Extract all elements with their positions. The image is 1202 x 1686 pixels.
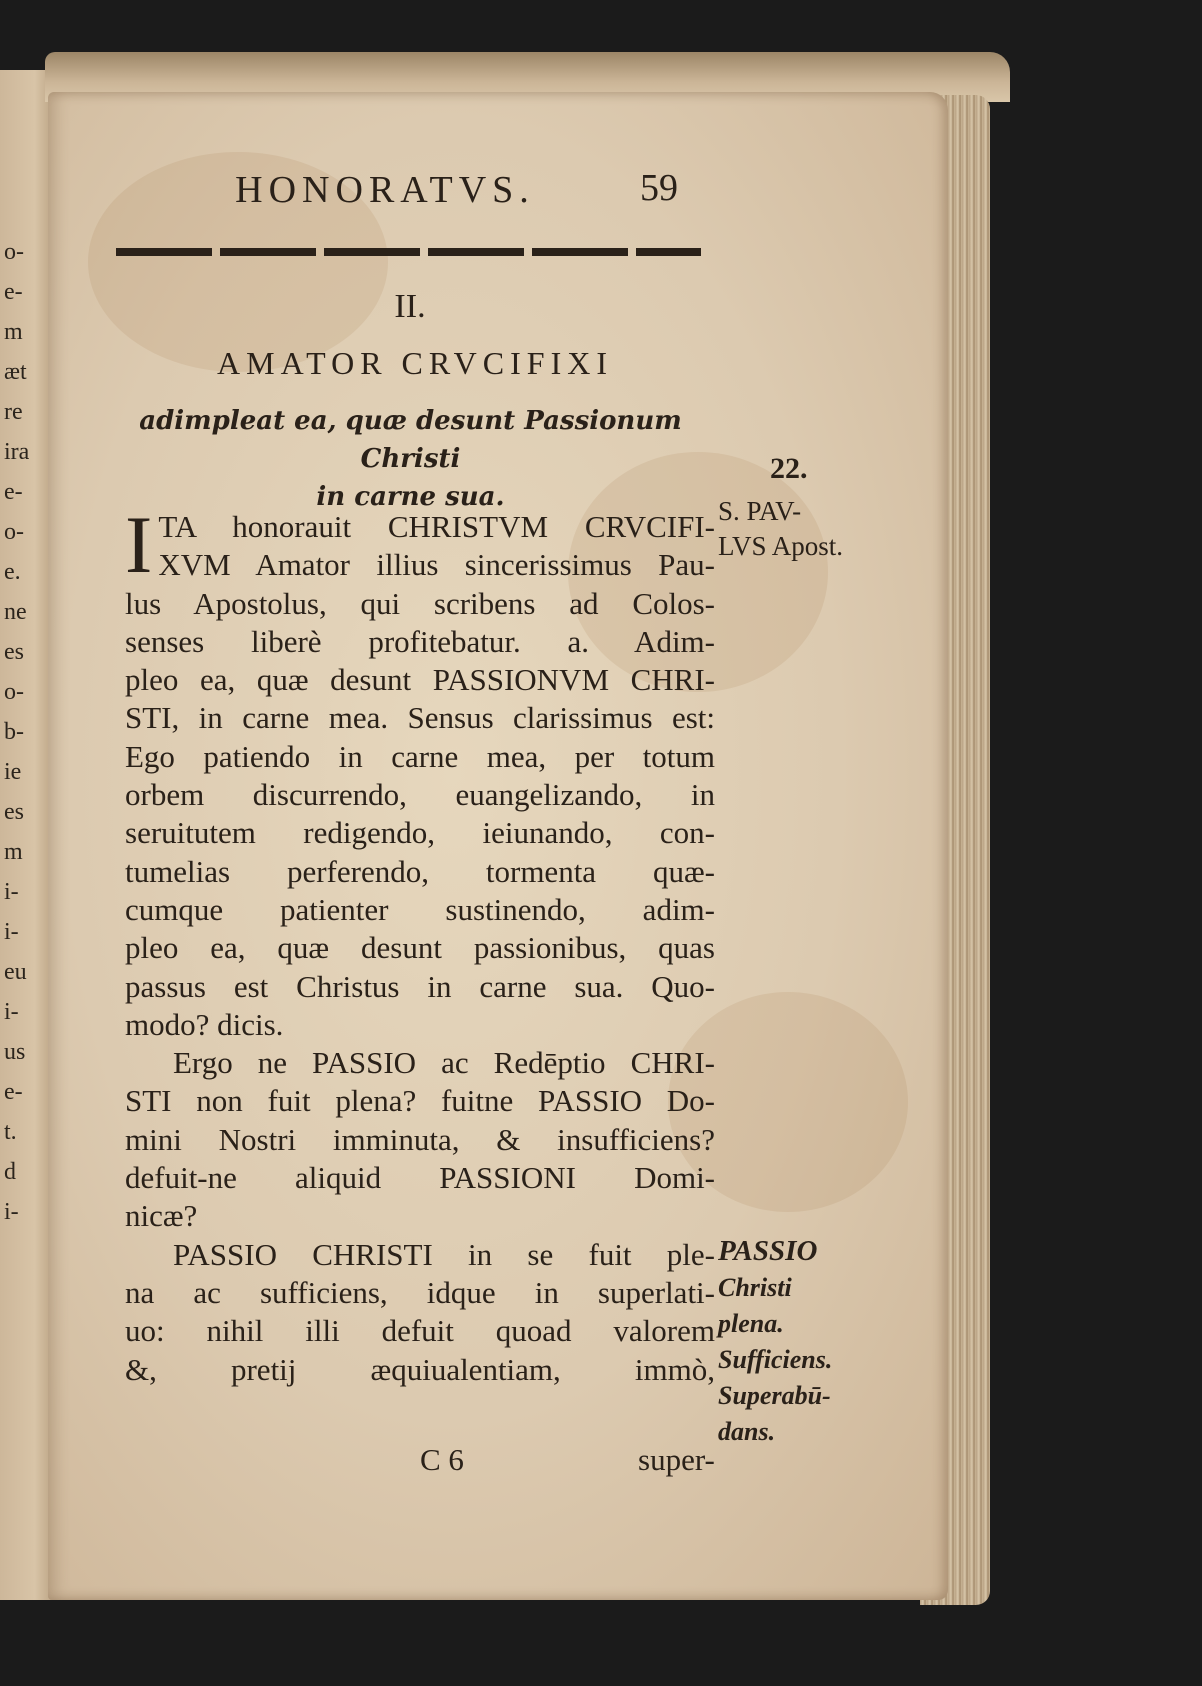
- text-line: tumelias perferendo, tormenta quæ-: [125, 853, 715, 889]
- left-page-fragment: m: [4, 319, 23, 345]
- text-line: pleo ea, quæ desunt passionibus, quas: [125, 930, 715, 966]
- left-page-fragment: o-: [4, 239, 24, 265]
- left-page-fragment: ira: [4, 439, 30, 465]
- side-note-line: S. PAV-: [718, 496, 802, 526]
- text-line: cumque patienter sustinendo, adim-: [125, 891, 715, 927]
- text-line: senses liberè profitebatur. a. Adim-: [125, 623, 715, 659]
- text-line: mini Nostri imminuta, & insufficiens?: [125, 1121, 715, 1157]
- paragraph-1: [125, 499, 715, 1044]
- left-page-fragment: i-: [4, 879, 19, 905]
- text-line: passus est Christus in carne sua. Quo-: [125, 968, 715, 1004]
- paragraph-2: [125, 1044, 715, 1235]
- left-page-fragment: e-: [4, 279, 23, 305]
- left-page-fragment: es: [4, 799, 24, 825]
- side-note-line: Christi: [718, 1273, 792, 1302]
- side-note-line: Superabū-: [718, 1381, 831, 1410]
- page-number: 59: [640, 167, 678, 209]
- side-note-line: LVS Apost.: [718, 531, 844, 561]
- text-line: PASSIO CHRISTI in se fuit ple-: [173, 1236, 715, 1272]
- text-line: seruitutem redigendo, ieiunando, con-: [125, 815, 715, 851]
- signature-mark: C 6: [420, 1442, 464, 1477]
- text-line: orbem discurrendo, euangelizando, in: [125, 777, 715, 813]
- left-page-fragment: t.: [4, 1119, 17, 1145]
- side-note-passio: [718, 1233, 832, 1450]
- text-line: &, pretij æquiualentiam, immò,: [125, 1351, 715, 1387]
- section-title: AMATOR CRVCIFIXI: [217, 345, 613, 381]
- section-number: II.: [394, 288, 426, 325]
- left-page-fragment: o-: [4, 679, 24, 705]
- text-line: Ego patiendo in carne mea, per totum: [125, 738, 715, 774]
- marginal-number: 22.: [770, 452, 808, 485]
- left-page-fragment: us: [4, 1039, 26, 1065]
- drop-cap: I: [125, 499, 153, 590]
- text-line: Ergo ne PASSIO ac Redēptio CHRI-: [173, 1045, 715, 1081]
- catchword: super-: [638, 1442, 715, 1477]
- left-page-fragment: es: [4, 639, 24, 665]
- text-line: STI, in carne mea. Sensus clarissimus est:: [125, 700, 715, 736]
- text-line: STI non fuit plena? fuitne PASSIO Do-: [125, 1083, 715, 1119]
- side-note-line: PASSIO: [718, 1235, 818, 1267]
- header-rule: [116, 248, 701, 256]
- left-page-fragment: m: [4, 839, 23, 865]
- text-line: modo? dicis.: [125, 1006, 284, 1042]
- left-page-fragment: o-: [4, 519, 24, 545]
- left-page-fragment: e-: [4, 479, 23, 505]
- text-line: TA honorauit CHRISTVM CRVCIFI-: [158, 509, 715, 544]
- text-line: nicæ?: [125, 1198, 198, 1234]
- side-note-line: plena.: [718, 1309, 784, 1338]
- left-page-fragment: e-: [4, 1079, 23, 1105]
- text-line: defuit-ne aliquid PASSIONI Domi-: [125, 1160, 715, 1196]
- side-note-line: dans.: [718, 1417, 776, 1446]
- text-line: uo: nihil illi defuit quoad valorem: [125, 1313, 715, 1349]
- left-page-fragment: eu: [4, 959, 27, 985]
- side-note-paulus: [718, 494, 843, 564]
- epigraph-line: adimpleat ea, quæ desunt Passionum Christi: [139, 406, 682, 474]
- left-page-fragment: æt: [4, 359, 27, 385]
- left-page-fragment: re: [4, 399, 23, 425]
- text-line: na ac sufficiens, idque in superlati-: [125, 1274, 715, 1310]
- running-head: HONORATVS.: [235, 169, 535, 211]
- left-page-fragment: i-: [4, 1199, 19, 1225]
- text-line: lus Apostolus, qui scribens ad Colos-: [125, 585, 715, 621]
- left-page-fragment: e.: [4, 559, 21, 585]
- text-line: XVM Amator illius sincerissimus Pau-: [158, 547, 715, 583]
- epigraph-line: in carne sua.: [316, 482, 505, 512]
- left-page-fragment: b-: [4, 719, 24, 745]
- body-text: [125, 499, 715, 1389]
- paragraph-3: [125, 1236, 715, 1389]
- left-page-fragment: ie: [4, 759, 22, 785]
- left-page-fragment: d: [4, 1159, 16, 1185]
- left-page-fragment: i-: [4, 999, 19, 1025]
- left-page-fragment: i-: [4, 919, 19, 945]
- side-note-line: Sufficiens.: [718, 1345, 833, 1374]
- text-line: pleo ea, quæ desunt PASSIONVM CHRI-: [125, 662, 715, 698]
- left-page-fragment: ne: [4, 599, 27, 625]
- epigraph: [118, 402, 703, 516]
